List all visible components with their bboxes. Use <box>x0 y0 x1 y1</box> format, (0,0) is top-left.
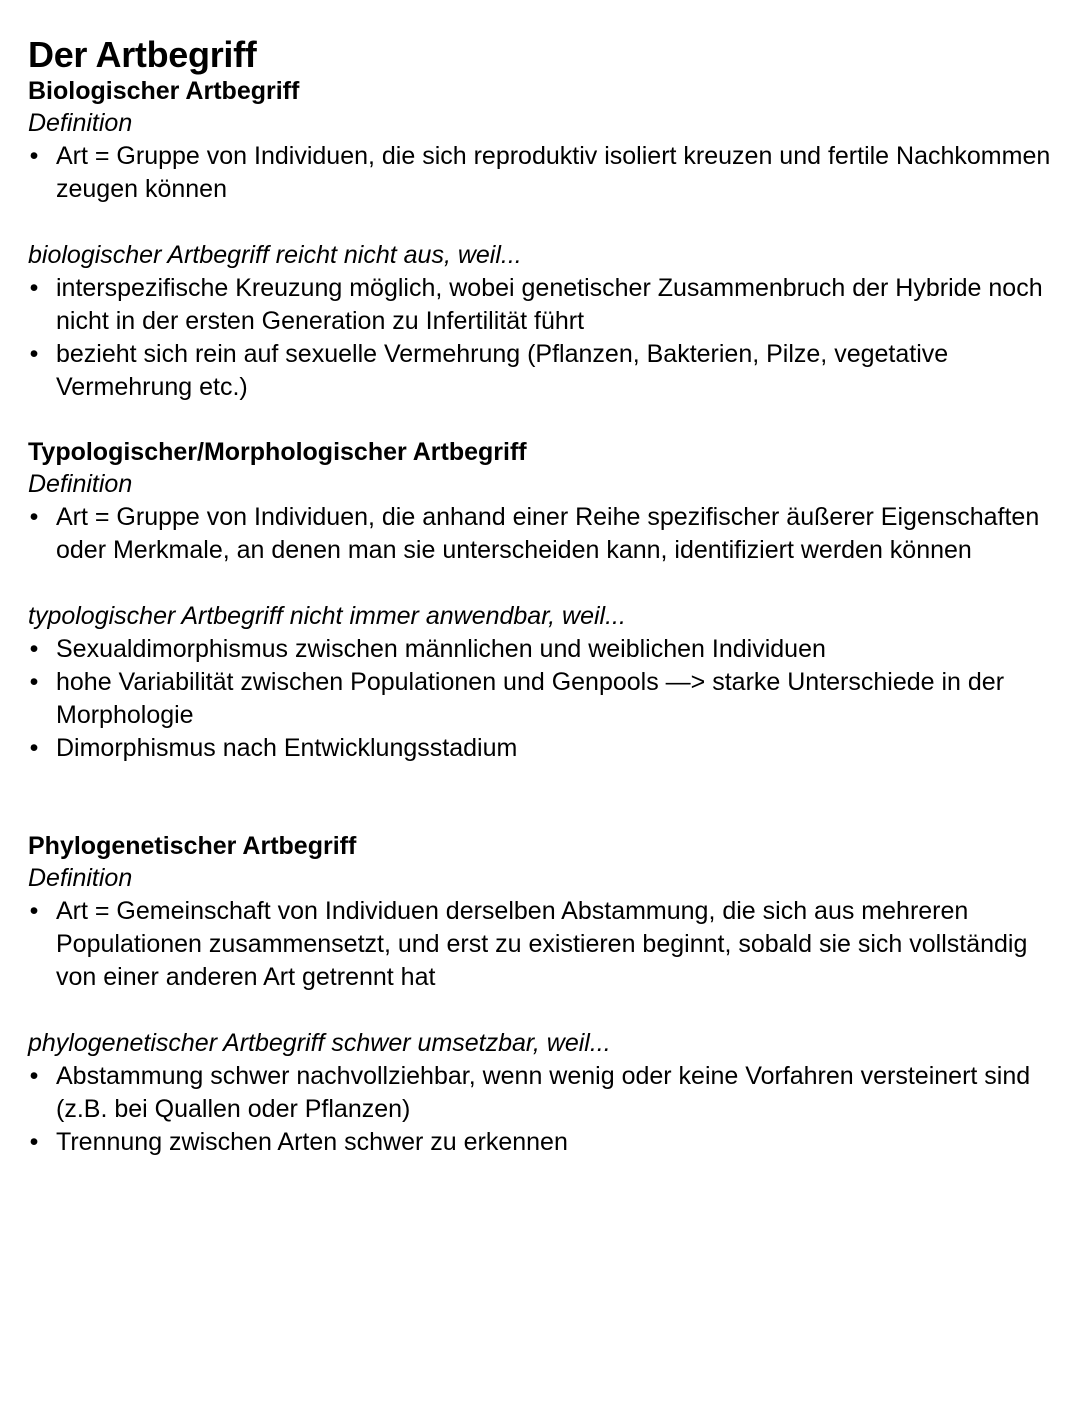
list-item-text: Abstammung schwer nachvollziehbar, wenn wenig oder keine Vorfahren versteinert sind (z.B. bei Quallen oder Pflanzen) <box>56 1062 1031 1123</box>
bullet-icon: • <box>29 668 39 696</box>
list-item <box>28 1126 1058 1159</box>
definition-list <box>28 140 1058 206</box>
critique-list <box>28 633 1058 765</box>
document-page <box>28 34 1058 1159</box>
list-item <box>28 666 1058 732</box>
bullet-icon: • <box>29 274 39 302</box>
section-typological <box>28 437 1058 765</box>
list-item-text: Trennung zwischen Arten schwer zu erkennen <box>56 1128 568 1156</box>
list-item-text: Dimorphismus nach Entwicklungsstadium <box>56 734 518 762</box>
section-heading: Phylogenetischer Artbegriff <box>28 832 357 860</box>
list-item <box>28 140 1058 206</box>
list-item <box>28 272 1058 338</box>
section-heading: Typologischer/Morphologischer Artbegriff <box>28 438 527 466</box>
critique-list <box>28 1060 1058 1159</box>
critique-list <box>28 272 1058 404</box>
bullet-icon: • <box>29 1128 39 1156</box>
section-biological <box>28 76 1058 404</box>
list-item-text: Art = Gruppe von Individuen, die anhand einer Reihe spezifischer äußerer Eigenschaften oder Merkmale, an denen man sie unterscheiden kann, identifiziert werden können <box>56 503 1040 564</box>
bullet-icon: • <box>29 340 39 368</box>
list-item-text: interspezifische Kreuzung möglich, wobei genetischer Zusammenbruch der Hybride noch nicht in der ersten Generation zu Infertilität führt <box>56 274 1043 335</box>
critique-label: phylogenetischer Artbegriff schwer umsetzbar, weil... <box>28 1029 611 1057</box>
list-item <box>28 732 1058 765</box>
list-item <box>28 895 1058 994</box>
list-item-text: Art = Gemeinschaft von Individuen derselben Abstammung, die sich aus mehreren Populationen zusammensetzt, und erst zu existieren beginnt, sobald sie sich vollständig von einer anderen Art getrennt hat <box>56 897 1028 991</box>
list-item <box>28 338 1058 404</box>
list-item-text: hohe Variabilität zwischen Populationen und Genpools —> starke Unterschiede in der Morphologie <box>56 668 1005 729</box>
definition-list <box>28 895 1058 994</box>
bullet-icon: • <box>29 734 39 762</box>
definition-label: Definition <box>28 109 133 137</box>
critique-label: typologischer Artbegriff nicht immer anwendbar, weil... <box>28 602 626 630</box>
bullet-icon: • <box>29 897 39 925</box>
list-item <box>28 501 1058 567</box>
bullet-icon: • <box>29 142 39 170</box>
list-item <box>28 1060 1058 1126</box>
bullet-icon: • <box>29 503 39 531</box>
page-title: Der Artbegriff <box>28 34 257 75</box>
definition-list <box>28 501 1058 567</box>
list-item-text: Sexualdimorphismus zwischen männlichen und weiblichen Individuen <box>56 635 826 663</box>
list-item-text: Art = Gruppe von Individuen, die sich reproduktiv isoliert kreuzen und fertile Nachkommen zeugen können <box>56 142 1051 203</box>
section-phylogenetic <box>28 831 1058 1159</box>
bullet-icon: • <box>29 635 39 663</box>
definition-label: Definition <box>28 470 133 498</box>
bullet-icon: • <box>29 1062 39 1090</box>
section-heading: Biologischer Artbegriff <box>28 77 300 105</box>
critique-label: biologischer Artbegriff reicht nicht aus, weil... <box>28 241 522 269</box>
definition-label: Definition <box>28 864 133 892</box>
list-item <box>28 633 1058 666</box>
list-item-text: bezieht sich rein auf sexuelle Vermehrung (Pflanzen, Bakterien, Pilze, vegetative Vermehrung etc.) <box>56 340 949 401</box>
